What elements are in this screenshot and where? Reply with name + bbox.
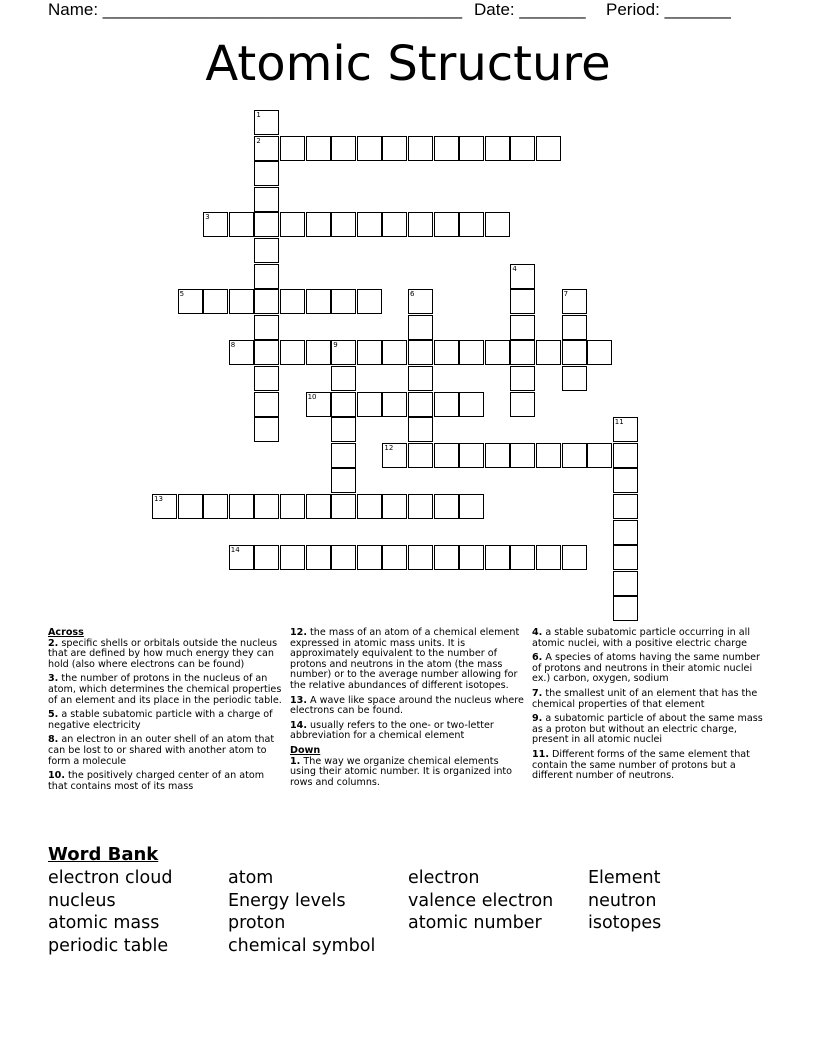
crossword-cell[interactable] (408, 136, 433, 161)
crossword-cell[interactable] (408, 315, 433, 340)
word-bank-item: periodic table (48, 936, 169, 957)
crossword-cell[interactable] (510, 443, 535, 468)
crossword-cell[interactable] (229, 289, 254, 314)
crossword-cell[interactable] (613, 417, 638, 442)
crossword-cell[interactable] (510, 136, 535, 161)
clue-across-13: 13. A wave like space around the nucleus where electrons can be found. (290, 694, 524, 717)
crossword-cell[interactable] (485, 340, 510, 365)
crossword-cell[interactable] (357, 392, 382, 417)
crossword-cell[interactable] (613, 443, 638, 468)
crossword-cell[interactable] (510, 264, 535, 289)
crossword-cell[interactable] (408, 545, 433, 570)
clue-across-14: 14. usually refers to the one- or two-letter abbreviation for a chemical element (290, 719, 494, 742)
crossword-cell[interactable] (562, 443, 587, 468)
crossword-cell[interactable] (510, 392, 535, 417)
clue-number: 5 (179, 290, 185, 299)
crossword-cell[interactable] (331, 136, 356, 161)
crossword-cell[interactable] (434, 136, 459, 161)
crossword-cell[interactable] (280, 136, 305, 161)
clue-number: 7 (563, 290, 569, 299)
word-bank (48, 867, 768, 958)
crossword-cell[interactable] (434, 443, 459, 468)
crossword-cell[interactable] (562, 315, 587, 340)
crossword-cell[interactable] (536, 545, 561, 570)
crossword-cell[interactable] (408, 340, 433, 365)
crossword-cell[interactable] (357, 545, 382, 570)
clue-down-1: 1. The way we organize chemical elements using their atomic number. It is organized into rows and columns. (290, 755, 513, 788)
crossword-cell[interactable] (434, 212, 459, 237)
crossword-cell[interactable] (536, 340, 561, 365)
clue-number: 12 (384, 443, 394, 452)
word-bank-item: chemical symbol (228, 936, 376, 957)
crossword-cell[interactable] (254, 417, 279, 442)
clue-number: 2 (256, 136, 261, 145)
crossword-cell[interactable] (306, 289, 331, 314)
word-bank-title: Word Bank (48, 844, 159, 865)
crossword-cell[interactable] (587, 340, 612, 365)
word-bank-item: isotopes (588, 913, 662, 934)
crossword-cell[interactable] (331, 468, 356, 493)
crossword-cell[interactable] (510, 315, 535, 340)
crossword-cell[interactable] (357, 136, 382, 161)
crossword-cell[interactable] (434, 340, 459, 365)
crossword-cell[interactable] (229, 494, 254, 519)
crossword-cell[interactable] (254, 494, 279, 519)
word-bank-item: neutron (588, 890, 657, 911)
clue-number: 1 (256, 111, 261, 119)
crossword-cell[interactable] (357, 494, 382, 519)
crossword-cell[interactable] (613, 468, 638, 493)
crossword-cell[interactable] (510, 289, 535, 314)
crossword-cell[interactable] (178, 494, 203, 519)
clue-down-6: 6. A species of atoms having the same number of protons and neutrons in their atomic nuclei ex.) carbon, oxygen, sodium (532, 652, 761, 685)
crossword-cell[interactable] (562, 289, 587, 314)
crossword-cell[interactable] (331, 366, 356, 391)
crossword-cell[interactable] (382, 212, 407, 237)
crossword-cell[interactable] (459, 545, 484, 570)
crossword-cell[interactable] (254, 366, 279, 391)
crossword-cell[interactable] (510, 340, 535, 365)
crossword-cell[interactable] (306, 494, 331, 519)
crossword-cell[interactable] (331, 289, 356, 314)
clue-across-10: 10. the positively charged center of an atom that contains most of its mass (48, 770, 265, 792)
crossword-cell[interactable] (382, 545, 407, 570)
crossword-cell[interactable] (408, 289, 433, 314)
crossword-cell[interactable] (434, 392, 459, 417)
word-bank-item: nucleus (48, 890, 116, 911)
across-heading: Across (48, 627, 84, 638)
crossword-cell[interactable] (485, 545, 510, 570)
word-bank-item: proton (228, 913, 286, 934)
word-bank-item: Element (588, 868, 661, 888)
crossword-cell[interactable] (510, 545, 535, 570)
crossword-cell[interactable] (254, 212, 279, 237)
down-heading: Down (290, 744, 321, 756)
name-field[interactable]: Name: ______________________________________ (48, 0, 463, 19)
crossword-cell[interactable] (280, 494, 305, 519)
crossword-cell[interactable] (357, 212, 382, 237)
crossword-cell[interactable] (254, 136, 279, 161)
period-field[interactable]: Period: _______ (606, 0, 731, 19)
crossword-cell[interactable] (254, 545, 279, 570)
crossword-cell[interactable] (331, 417, 356, 442)
crossword-cell[interactable] (536, 443, 561, 468)
crossword-cell[interactable] (613, 545, 638, 570)
clue-number: 3 (205, 213, 210, 222)
crossword-cell[interactable] (382, 494, 407, 519)
crossword-cell[interactable] (408, 443, 433, 468)
page-title: Atomic Structure (205, 36, 611, 92)
crossword-cell[interactable] (331, 494, 356, 519)
crossword-cell[interactable] (331, 443, 356, 468)
crossword-cell[interactable] (459, 443, 484, 468)
word-bank-item: valence electron (408, 890, 554, 911)
crossword-cell[interactable] (408, 494, 433, 519)
crossword-cell[interactable] (408, 417, 433, 442)
crossword-cell[interactable] (408, 366, 433, 391)
crossword-cell[interactable] (306, 212, 331, 237)
crossword-cell[interactable] (229, 340, 254, 365)
crossword-cell[interactable] (280, 545, 305, 570)
crossword-cell[interactable] (613, 494, 638, 519)
clue-across-12: 12. the mass of an atom of a chemical element expressed in atomic mass units. It is approximately equivalent to the number of protons and neutrons in the atom (the mass number) or to the average number allowing for the relative abundances of different isotopes. (290, 627, 520, 691)
crossword-cell[interactable] (459, 340, 484, 365)
crossword-cell[interactable] (382, 443, 407, 468)
crossword-cell[interactable] (536, 136, 561, 161)
crossword-cell[interactable] (280, 212, 305, 237)
clue-number: 6 (410, 290, 415, 299)
crossword-cell[interactable] (254, 289, 279, 314)
crossword-cell[interactable] (229, 545, 254, 570)
crossword-cell[interactable] (331, 545, 356, 570)
crossword-cell[interactable] (254, 110, 279, 135)
word-bank-item: atomic mass (48, 913, 160, 934)
crossword-cell[interactable] (562, 366, 587, 391)
word-bank-item: electron (408, 868, 480, 888)
clue-down-9: 9. a subatomic particle of about the same mass as a proton but without an electric charge, present in all atomic nuclei (532, 713, 763, 746)
crossword-cell[interactable] (306, 392, 331, 417)
crossword-cell[interactable] (254, 315, 279, 340)
crossword-cell[interactable] (331, 392, 356, 417)
clues-column-2 (290, 628, 526, 792)
crossword-cell[interactable] (459, 212, 484, 237)
crossword-cell[interactable] (485, 136, 510, 161)
crossword-cell[interactable] (306, 340, 331, 365)
clue-across-2: 2. specific shells or orbitals outside the nucleus that are defined by how much energy they can hold (also where electrons can be found) (48, 637, 278, 670)
crossword-cell[interactable] (434, 545, 459, 570)
clue-across-3: 3. the number of protons in the nucleus of an atom, which determines the chemical properties of an element and its place in the periodic table. (48, 673, 282, 706)
clue-across-5: 5. a stable subatomic particle with a charge of negative electricity (48, 709, 273, 731)
crossword-cell[interactable] (613, 571, 638, 596)
clues-column-3 (532, 628, 768, 786)
crossword-cell[interactable] (613, 520, 638, 545)
crossword-cell[interactable] (382, 340, 407, 365)
crossword-cell[interactable] (408, 212, 433, 237)
crossword-cell[interactable] (203, 289, 228, 314)
crossword-cell[interactable] (306, 545, 331, 570)
crossword-cell[interactable] (229, 212, 254, 237)
crossword-cell[interactable] (254, 340, 279, 365)
crossword-cell[interactable] (613, 596, 638, 621)
crossword-cell[interactable] (306, 136, 331, 161)
clue-number: 8 (230, 341, 236, 350)
crossword-cell[interactable] (562, 340, 587, 365)
word-bank-item: electron cloud (48, 868, 173, 888)
crossword-cell[interactable] (485, 443, 510, 468)
crossword-cell[interactable] (331, 212, 356, 237)
crossword-cell[interactable] (254, 187, 279, 212)
crossword-cell[interactable] (382, 136, 407, 161)
crossword-cell[interactable] (203, 494, 228, 519)
crossword-cell[interactable] (382, 392, 407, 417)
crossword-cell[interactable] (254, 161, 279, 186)
crossword-cell[interactable] (152, 494, 177, 519)
crossword-cell[interactable] (331, 340, 356, 365)
crossword-cell[interactable] (357, 289, 382, 314)
crossword-cell[interactable] (357, 340, 382, 365)
crossword-cell[interactable] (408, 392, 433, 417)
clue-down-4: 4. a stable subatomic particle occurring in all atomic nuclei, with a positive electric charge (532, 627, 751, 649)
crossword-cell[interactable] (280, 289, 305, 314)
crossword-cell[interactable] (510, 366, 535, 391)
crossword-cell[interactable] (280, 340, 305, 365)
word-bank-item: atom (228, 868, 274, 888)
clue-number: 10 (307, 392, 317, 401)
crossword-cell[interactable] (254, 392, 279, 417)
clue-number: 9 (333, 341, 338, 350)
clues-column-1 (48, 628, 284, 796)
crossword-cell[interactable] (587, 443, 612, 468)
crossword-cell[interactable] (203, 212, 228, 237)
crossword-cell[interactable] (434, 494, 459, 519)
clue-down-11: 11. Different forms of the same element that contain the same number of protons but a different number of neutrons. (532, 748, 750, 782)
clue-number: 13 (154, 495, 163, 503)
crossword-cell[interactable] (459, 494, 484, 519)
crossword-cell[interactable] (459, 136, 484, 161)
crossword-cell[interactable] (178, 289, 203, 314)
clue-number: 11 (614, 418, 624, 427)
clue-across-8: 8. an electron in an outer shell of an atom that can be lost to or shared with another atom to form a molecule (48, 734, 275, 767)
word-bank-item: atomic number (408, 913, 542, 934)
crossword-cell[interactable] (254, 238, 279, 263)
clue-number: 4 (512, 264, 517, 273)
crossword-cell[interactable] (485, 212, 510, 237)
crossword-cell[interactable] (562, 545, 587, 570)
date-field[interactable]: Date: _______ (474, 0, 586, 19)
clue-down-7: 7. the smallest unit of an element that has the chemical properties of that element (532, 687, 758, 710)
crossword-cell[interactable] (254, 264, 279, 289)
word-bank-item: Energy levels (228, 890, 346, 911)
crossword-cell[interactable] (459, 392, 484, 417)
clue-number: 14 (230, 546, 240, 555)
